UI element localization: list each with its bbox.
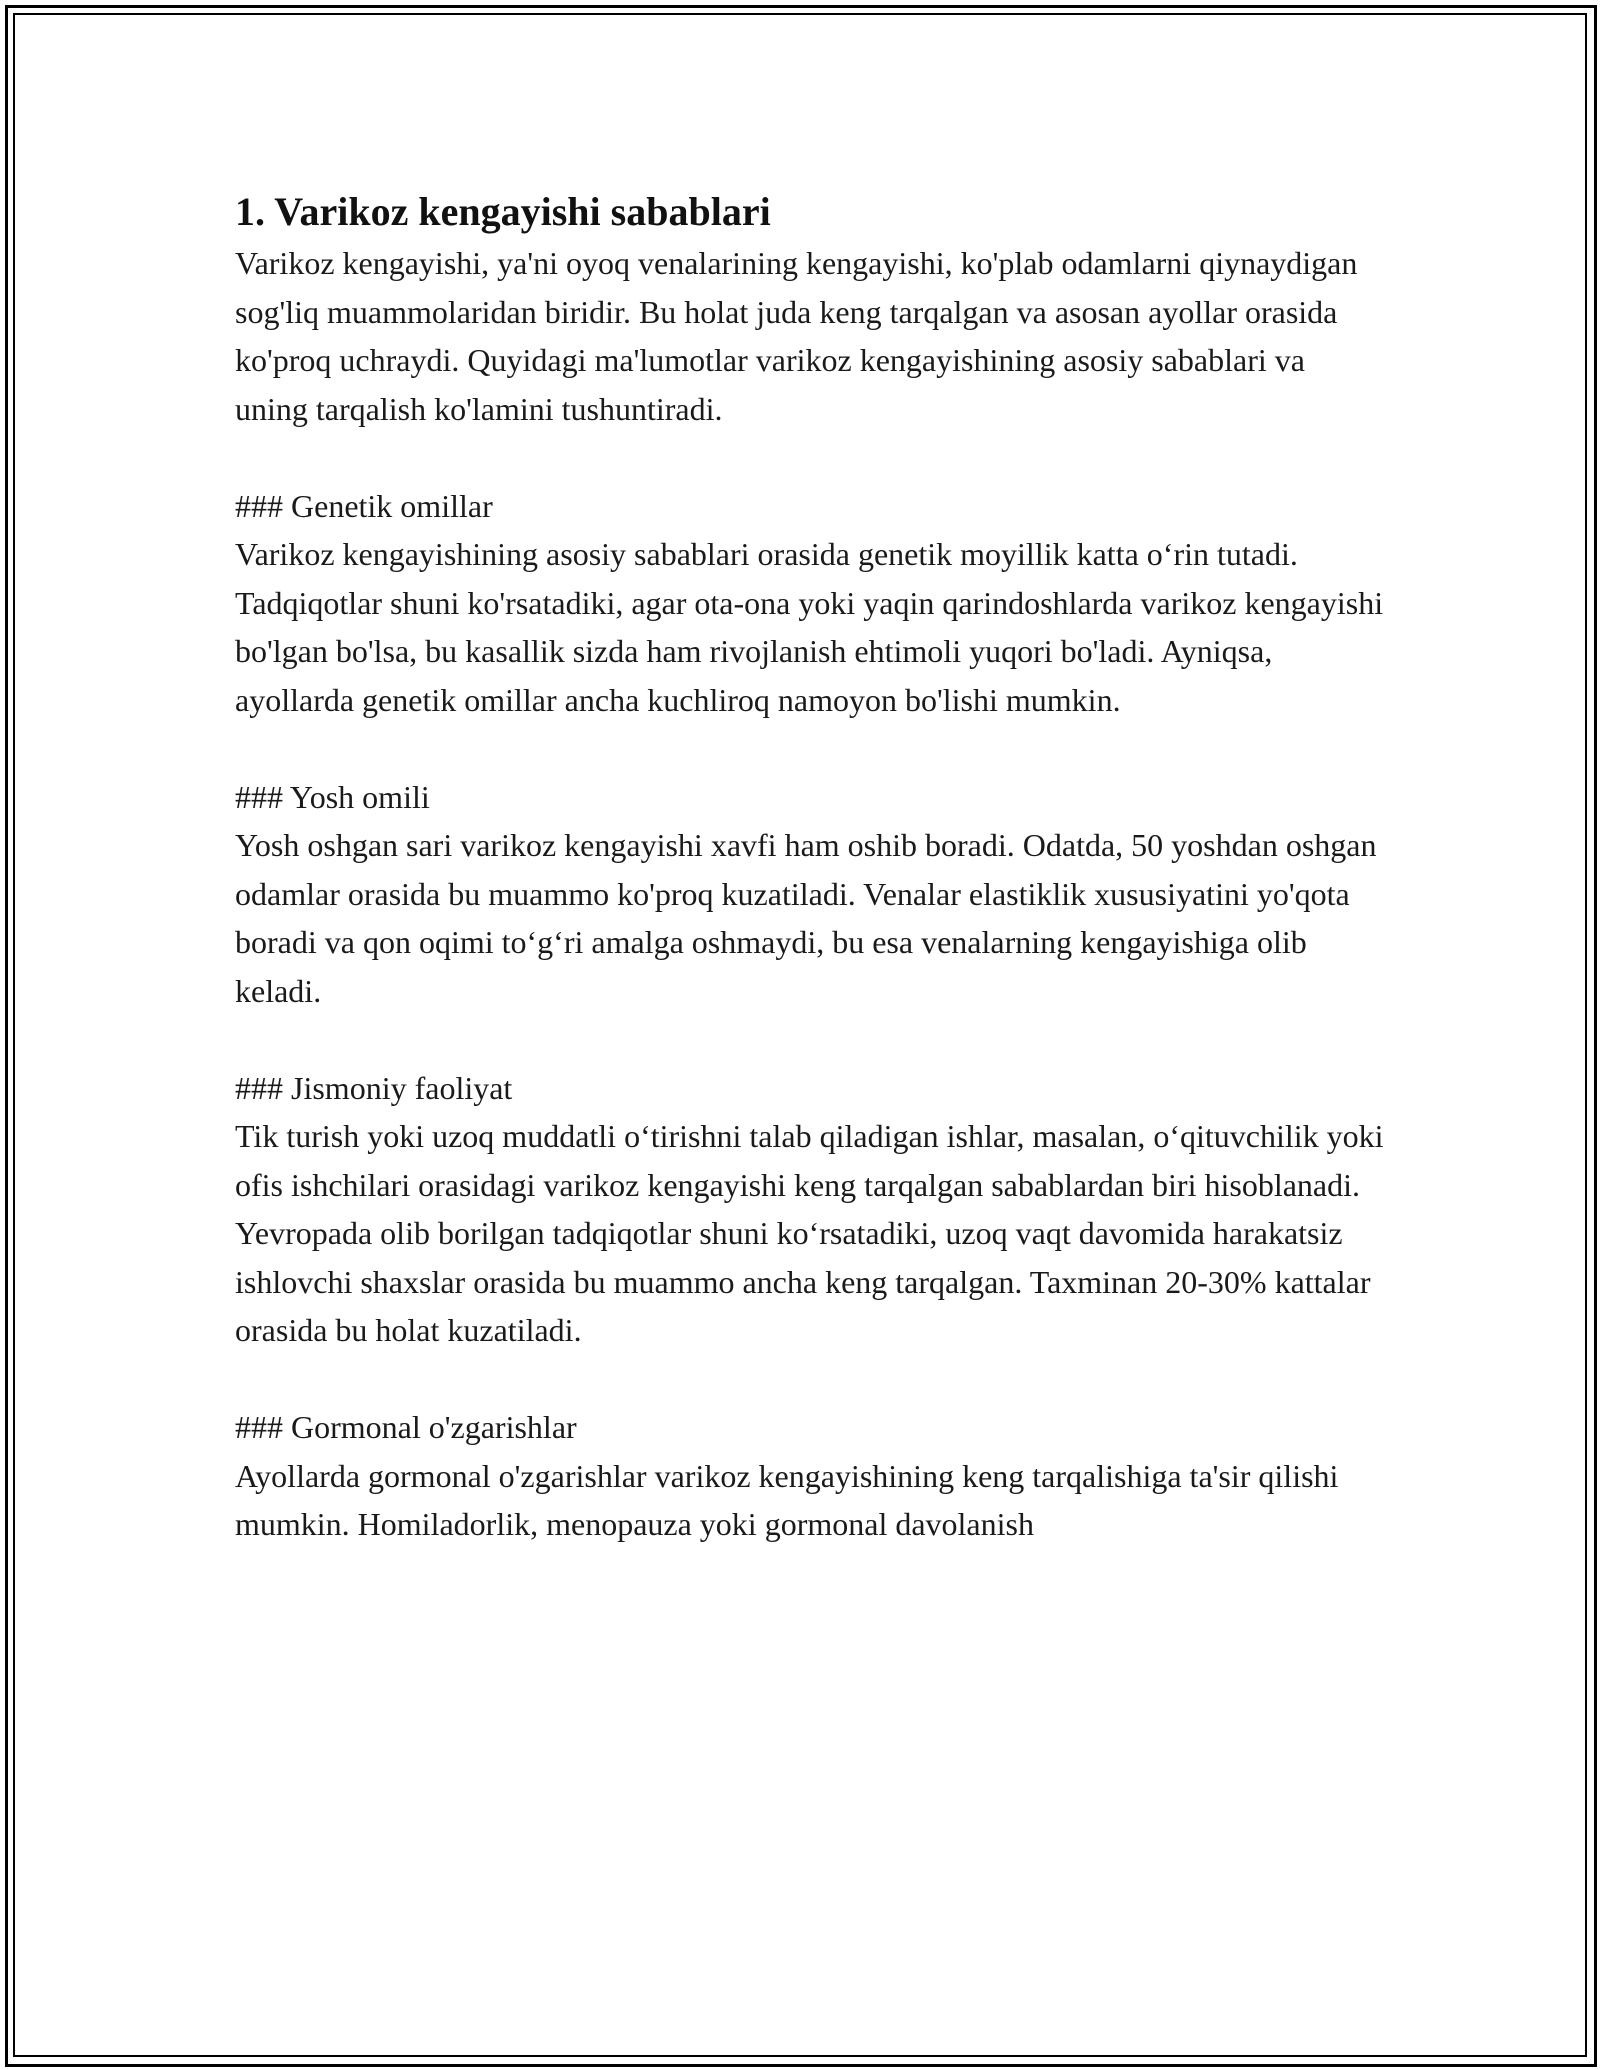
section-paragraph: Ayollarda gormonal o'zgarishlar varikoz kengayishining keng tarqalishiga ta'sir qilishi mumkin. Homiladorlik, menopauza yoki gormonal davolanish [235,1457,1339,1542]
section-genetik [235,482,1385,725]
section-paragraph: Varikoz kengayishining asosiy sabablari orasida genetik moyillik katta o‘rin tutadi. Tadqiqotlar shuni ko'rsatadiki, agar ota-ona yoki yaqin qarindoshlarda varikoz kengayishi bo'lgan bo'lsa, bu kasallik sizda ham rivojlanish ehtimoli yuqori bo'ladi. Ayniqsa, ayollarda genetik omillar ancha kuchliroq namoyon bo'lishi mumkin. [235,536,1384,718]
section-heading: ### Gormonal o'zgarishlar [235,1409,577,1445]
section-paragraph: Tik turish yoki uzoq muddatli o‘tirishni talab qiladigan ishlar, masalan, o‘qituvchilik yoki ofis ishchilari orasidagi varikoz kengayishi keng tarqalgan sabablardan biri hisoblanadi. Yevropada olib borilgan tadqiqotlar shuni ko‘rsatadiki, uzoq vaqt davomida harakatsiz ishlovchi shaxslar orasida bu muammo ancha keng tarqalgan. Taxminan 20-30% kattalar orasida bu holat kuzatiladi. [235,1118,1384,1348]
section-yosh [235,773,1385,1016]
document-body [235,185,1385,1549]
document-title: 1. Varikoz kengayishi sabablari [235,189,771,234]
section-heading: ### Jismoniy faoliyat [235,1069,513,1106]
section-paragraph: Yosh oshgan sari varikoz kengayishi xavfi ham oshib boradi. Odatda, 50 yoshdan oshgan odamlar orasida bu muammo ko'proq kuzatiladi. Venalar elastiklik xususiyatini yo'qota boradi va qon oqimi to‘g‘ri amalga oshmaydi, bu esa venalarning kengayishiga olib keladi. [235,827,1377,1009]
section-gormonal [235,1403,1385,1549]
intro-paragraph: Varikoz kengayishi, ya'ni oyoq venalarining kengayishi, ko'plab odamlarni qiynaydigan sog'liq muammolaridan biridir. Bu holat juda keng tarqalgan va asosan ayollar orasida ko'proq uchraydi. Quyidagi ma'lumotlar varikoz kengayishining asosiy sabablari va uning tarqalish ko'lamini tushuntiradi. [235,245,1358,427]
section-jismoniy [235,1064,1385,1355]
section-heading: ### Yosh omili [235,778,430,815]
section-heading: ### Genetik omillar [235,487,493,524]
